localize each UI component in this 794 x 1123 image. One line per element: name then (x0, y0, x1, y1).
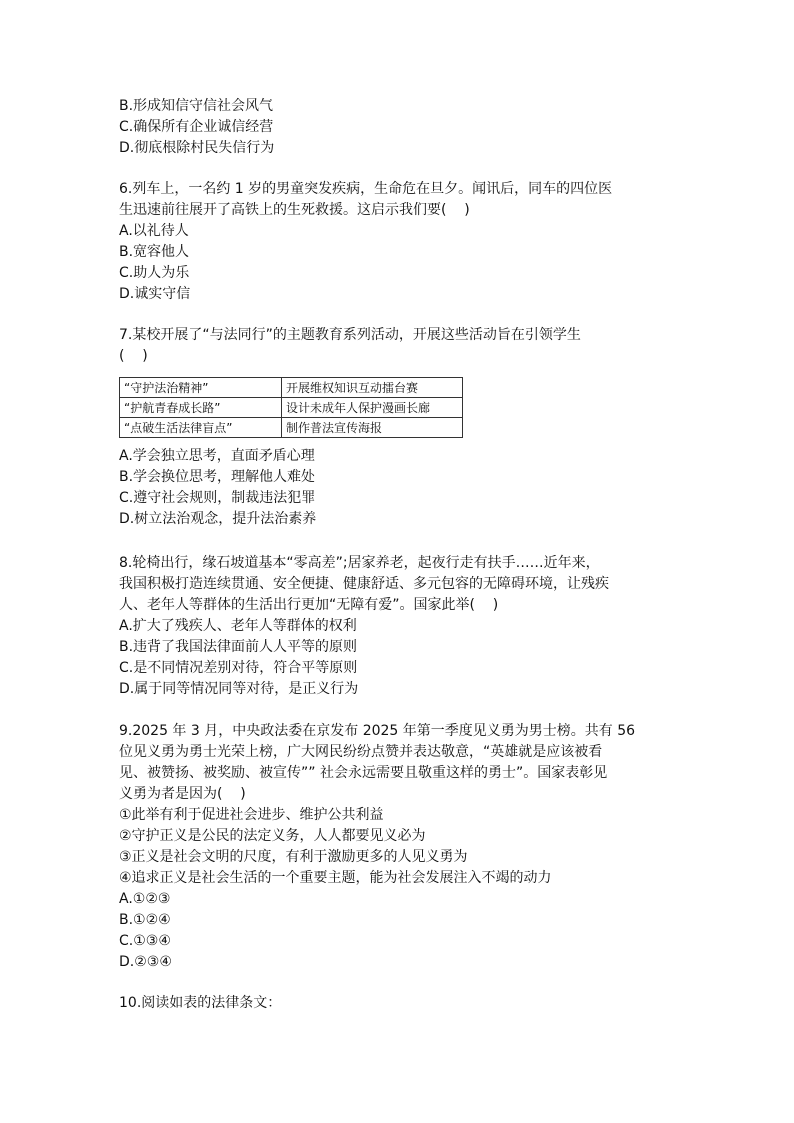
q6-stem-line-2: 生迅速前往展开了高铁上的生死救援。这启示我们要( ) (119, 202, 470, 218)
q7-option-d: D.树立法治观念，提升法治素养 (119, 511, 317, 527)
q5-option-d: D.彻底根除村民失信行为 (119, 140, 275, 156)
q9-option-a: A.①②③ (119, 891, 171, 907)
question-7 (119, 325, 679, 530)
q9-statement-1: ①此举有利于促进社会进步、维护公共利益 (119, 807, 384, 823)
q10-stem-line-1: 10.阅读如表的法律条文： (119, 995, 282, 1011)
q9-stem-line-2: 位见义勇为勇士光荣上榜，广大网民纷纷点赞并表达敬意，“英雄就是应该被看 (119, 744, 603, 760)
q5-option-c: C.确保所有企业诚信经营 (119, 119, 274, 135)
question-10 (119, 993, 679, 1014)
question-9 (119, 721, 679, 973)
q7-option-b: B.学会换位思考，理解他人难处 (119, 469, 316, 485)
table-cell: 开展维权知识互动擂台赛 (282, 378, 463, 398)
q9-statement-4: ④追求正义是社会生活的一个重要主题，能为社会发展注入不竭的动力 (119, 870, 552, 886)
q8-stem-line-1: 8.轮椅出行，缘石坡道基本“零高差”;居家养老，起夜行走有扶手……近年来， (119, 555, 600, 571)
q7-stem-line-2: ( ) (119, 348, 148, 364)
table-row (120, 398, 463, 418)
q6-stem-line-1: 6.列车上，一名约 1 岁的男童突发疾病，生命危在旦夕。闻讯后，同车的四位医 (119, 181, 613, 197)
q9-statement-3: ③正义是社会文明的尺度，有利于激励更多的人见义勇为 (119, 849, 468, 865)
q9-statement-2: ②守护正义是公民的法定义务，人人都要见义必为 (119, 828, 426, 844)
table-row (120, 378, 463, 398)
q8-option-b: B.违背了我国法律面前人人平等的原则 (119, 639, 358, 655)
q7-option-a: A.学会独立思考，直面矛盾心理 (119, 448, 315, 464)
table-cell: 制作普法宣传海报 (282, 418, 463, 438)
q9-stem-line-3: 见、被赞扬、被奖励、被宣传”” 社会永远需要且敬重这样的勇士”。国家表彰见 (119, 765, 608, 781)
q9-option-c: C.①③④ (119, 933, 171, 949)
table-row (120, 418, 463, 438)
q9-stem-line-1: 9.2025 年 3 月，中央政法委在京发布 2025 年第一季度见义勇为男士榜。共有 56 (119, 723, 636, 739)
q8-option-c: C.是不同情况差别对待，符合平等原则 (119, 660, 358, 676)
question-8 (119, 553, 679, 700)
table-cell: 设计未成年人保护漫画长廊 (282, 398, 463, 418)
q9-stem-line-4: 义勇为者是因为( ) (119, 786, 246, 802)
q5-option-b: B.形成知信守信社会风气 (119, 98, 274, 114)
q9-option-b: B.①②④ (119, 912, 171, 928)
table-cell: “守护法治精神” (120, 378, 282, 398)
q7-option-c: C.遵守社会规则，制裁违法犯罪 (119, 490, 316, 506)
q8-option-a: A.扩大了残疾人、老年人等群体的权利 (119, 618, 357, 634)
q8-stem-line-2: 我国积极打造连续贯通、安全便捷、健康舒适、多元包容的无障碍环境，让残疾 (119, 576, 609, 592)
question-6 (119, 179, 679, 305)
q6-option-c: C.助人为乐 (119, 265, 190, 281)
table-cell: “点破生活法律盲点” (120, 418, 282, 438)
q6-option-b: B.宽容他人 (119, 244, 190, 260)
q6-option-a: A.以礼待人 (119, 223, 189, 239)
q6-option-d: D.诚实守信 (119, 286, 191, 302)
table-cell: “护航青春成长路” (120, 398, 282, 418)
q8-option-d: D.属于同等情况同等对待，是正义行为 (119, 681, 359, 697)
q8-stem-line-3: 人、老年人等群体的生活出行更加“无障有爱”。国家此举( ) (119, 597, 499, 613)
q7-stem-line-1: 7.某校开展了“与法同行”的主题教育系列活动，开展这些活动旨在引领学生 (119, 327, 581, 343)
q9-option-d: D.②③④ (119, 954, 172, 970)
question-5-tail (119, 96, 679, 159)
q7-activity-table (119, 377, 463, 438)
